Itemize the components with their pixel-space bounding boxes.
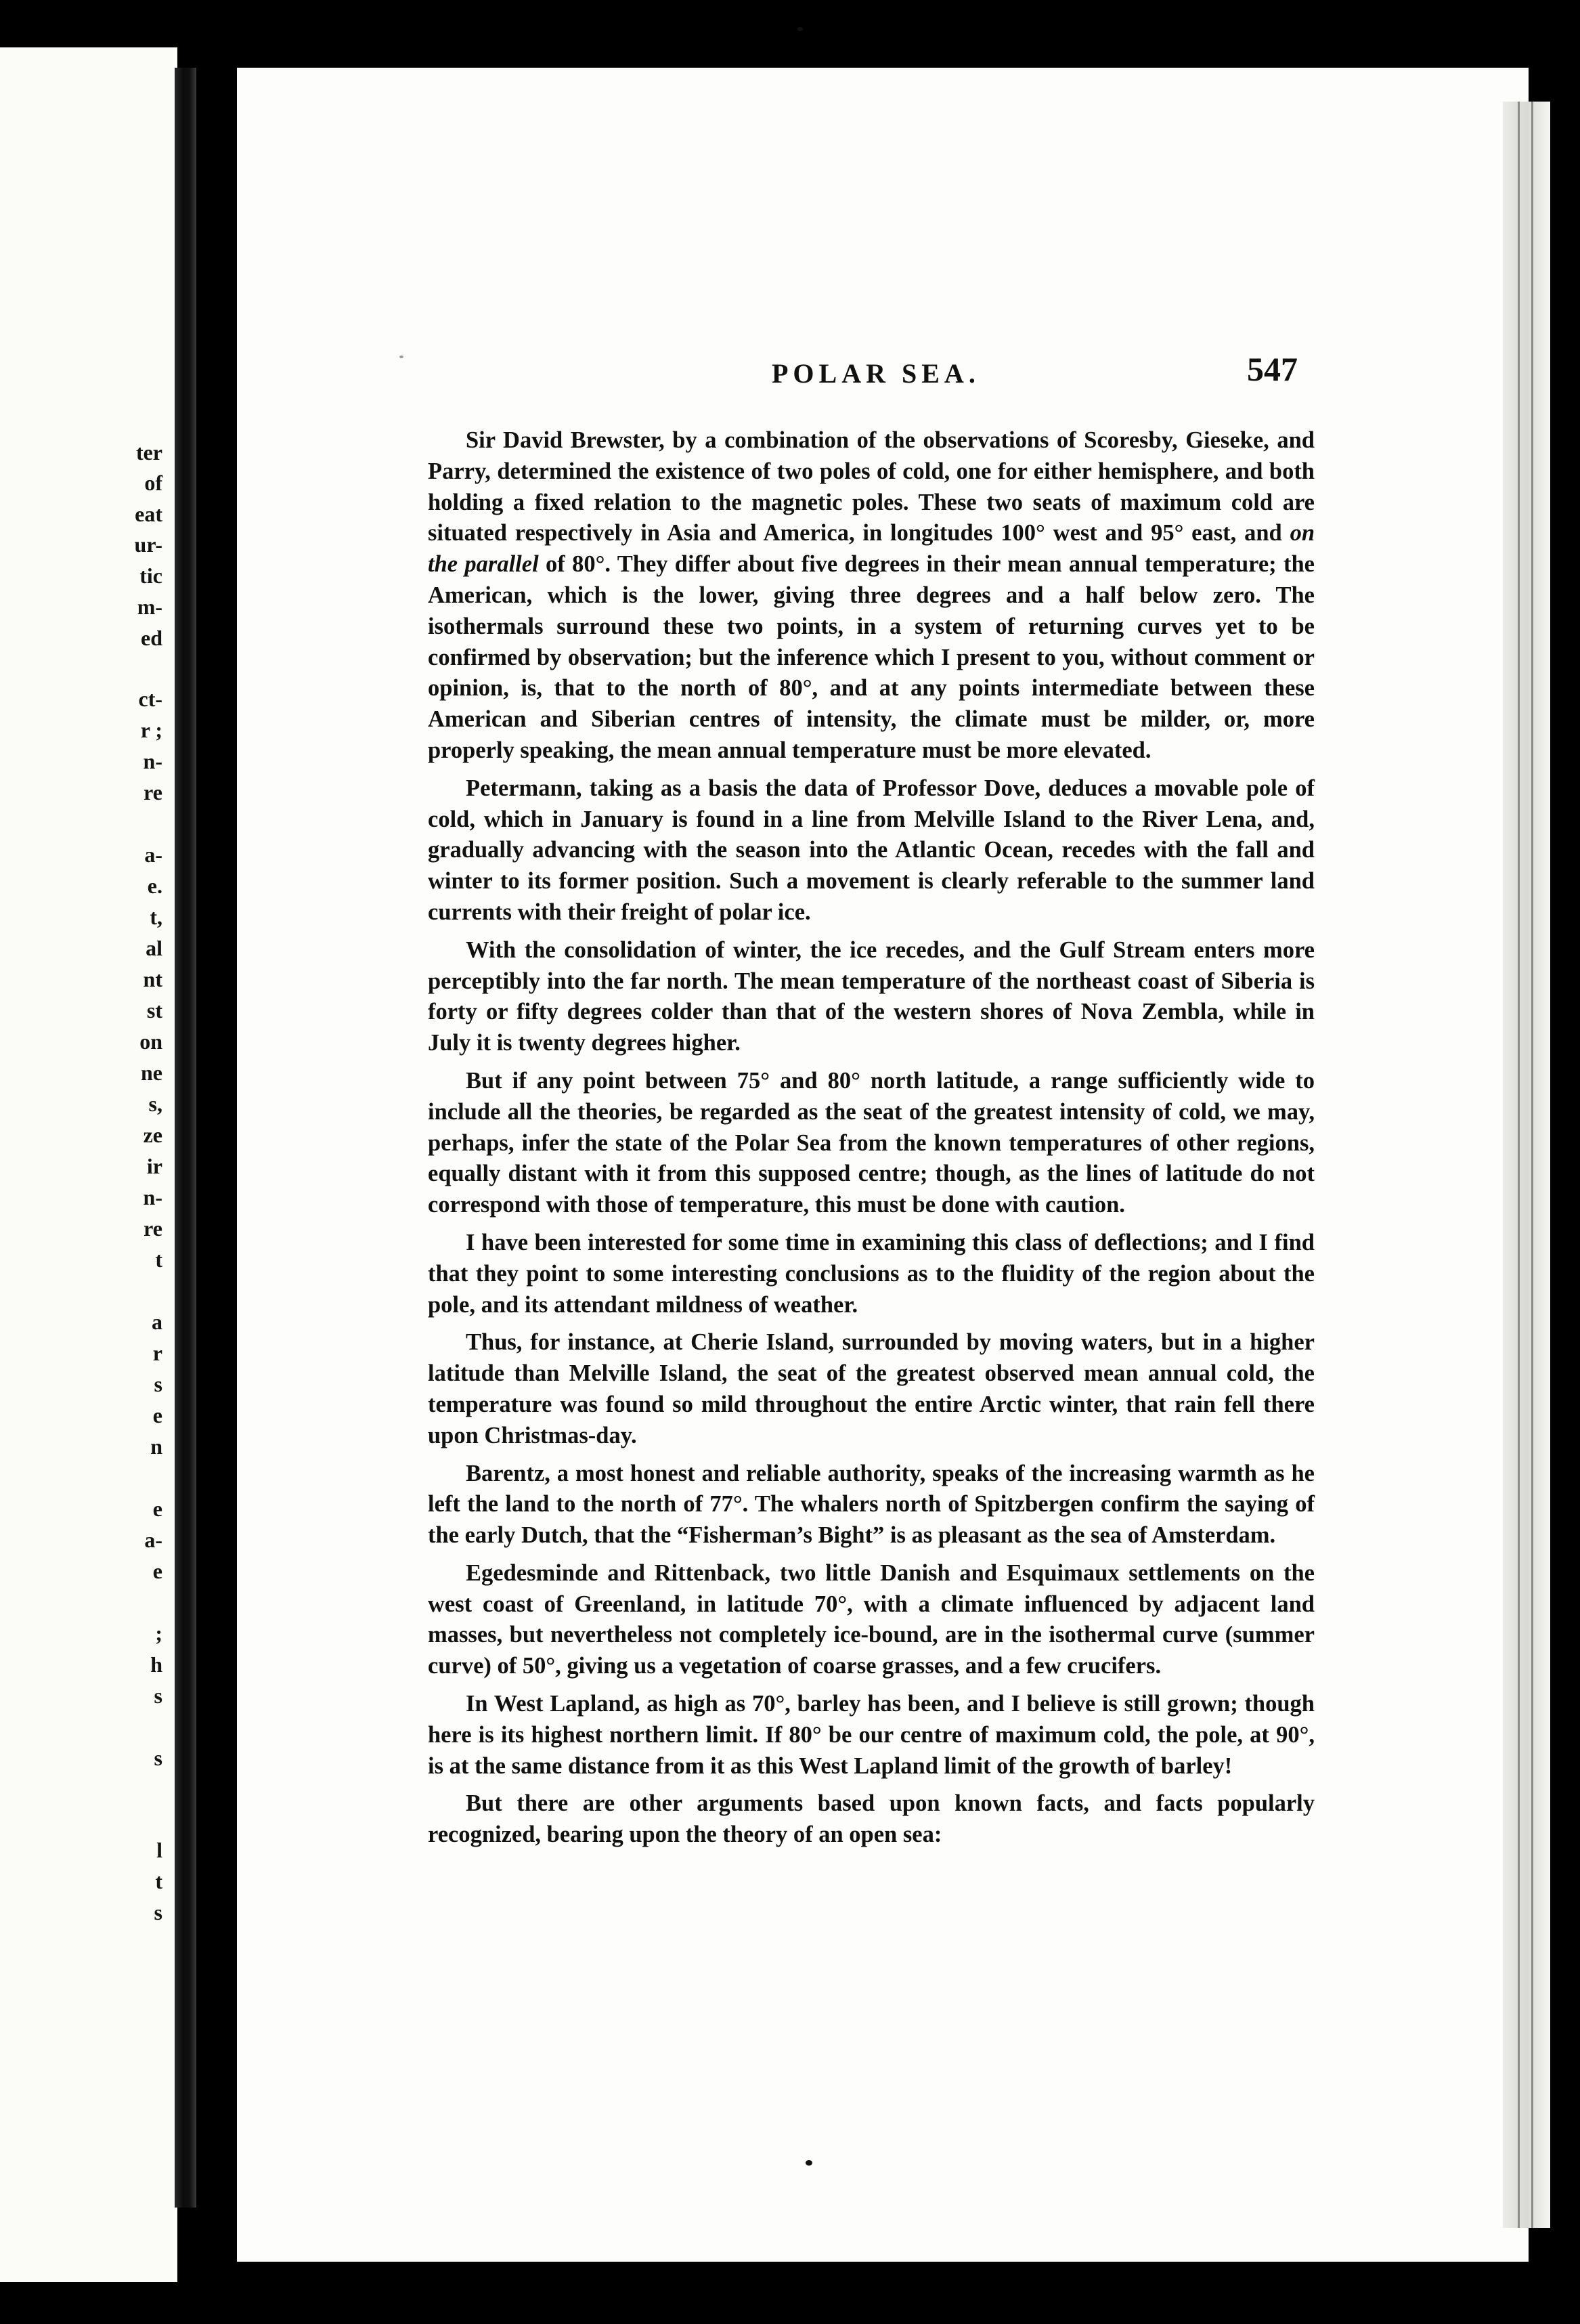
- italic-phrase: on the parallel: [428, 520, 1315, 578]
- left-fragment: r ;: [140, 718, 162, 742]
- left-fragment: tic: [139, 563, 162, 588]
- page-number: 547: [1247, 350, 1298, 388]
- page-stack-edge: [1503, 102, 1550, 2228]
- book-gutter: [175, 68, 196, 2208]
- left-fragment: s: [154, 1683, 162, 1708]
- paragraph: Barentz, a most honest and reliable authority, speaks of the increasing warmth as he left the land to the north of 77°. The whalers north of Spitzbergen confirm the saying of the early Dutch, that the “Fisherman’s Bight” is as pleasant as the sea of Amsterdam.: [428, 1460, 1315, 1549]
- left-fragment: re: [144, 1216, 162, 1241]
- left-fragment: m-: [137, 595, 162, 619]
- left-fragment: s: [154, 1900, 162, 1924]
- left-fragment: r: [152, 1341, 162, 1365]
- scan-speck: [797, 27, 803, 31]
- scan-speck: [806, 2160, 812, 2166]
- paragraph-text: of 80°. They differ about five degrees in their mean annual temperature; the American, which is the lower, giving three degrees and a half below zero. The isothermals surround these two points, in a system of returning curves yet to be confirmed by observation; but the inference which I present to you, without comment or opinion, is, that to the north of 80°, and at any points intermediate between these American and Siberian centres of intensity, the climate must be milder, or, more properly speaking, the mean annual temperature must be more elevated.: [428, 551, 1315, 763]
- left-page-text-fragments: [0, 47, 177, 2282]
- left-fragment: a-: [144, 1528, 162, 1552]
- paragraph: Egedesminde and Rittenback, two little Danish and Esquimaux settlements on the west coast of Greenland, in latitude 70°, with a climate influenced by adjacent land masses, but nevertheless not completely ice-bound, are in the isothermal curve (summer curve) of 50°, giving us a vegetation of coarse grasses, and a few crucifers.: [428, 1559, 1315, 1679]
- left-fragment: s,: [148, 1092, 162, 1116]
- left-page-edge: [0, 47, 177, 2282]
- paragraph: Petermann, taking as a basis the data of Professor Dove, deduces a movable pole of cold, which in January is found in a line from Melville Island to the River Lena, and, gradually advancing with the season into the Atlantic Ocean, recedes with the fall and winter to its former position. Such a movement is clearly referable to the summer land currents with their freight of polar ice.: [428, 775, 1315, 925]
- paragraph: With the consolidation of winter, the ice recedes, and the Gulf Stream enters more perceptibly into the far north. The mean temperature of the northeast coast of Siberia is forty or fifty degrees colder than that of the western shores of Nova Zembla, while in July it is twenty degrees higher.: [428, 937, 1315, 1056]
- left-fragment: h: [150, 1652, 162, 1677]
- left-fragment: ed: [141, 626, 162, 650]
- paragraph-text: Sir David Brewster, by a combination of the observations of Scoresby, Gieseke, and Parry, determined the existence of two poles of cold, one for either hemisphere, and both holding a fixed relation to the magnetic poles. These two seats of maximum cold are situated respectively in Asia and America, in longitudes 100° west and 95° east, and: [428, 427, 1315, 546]
- page-edge-line: [1518, 102, 1520, 2228]
- left-fragment: ct-: [138, 687, 162, 711]
- paragraph: But if any point between 75° and 80° north latitude, a range sufficiently wide to include all the theories, be regarded as the seat of the greatest intensity of cold, we may, perhaps, infer the state of the Polar Sea from the known temperatures of other regions, equally distant with it from this supposed centre; though, as the lines of latitude do not correspond with those of temperature, this must be done with caution.: [428, 1067, 1315, 1218]
- left-fragment: n-: [143, 1185, 162, 1209]
- left-fragment: ne: [141, 1060, 162, 1085]
- left-fragment: l: [156, 1838, 162, 1862]
- left-fragment: ir: [146, 1154, 162, 1178]
- left-fragment: n-: [143, 749, 162, 773]
- left-fragment: s: [154, 1372, 162, 1396]
- left-fragment: t,: [150, 905, 162, 929]
- left-fragment: a-: [144, 842, 162, 867]
- left-fragment: st: [146, 998, 162, 1023]
- running-title: POLAR SEA.: [772, 358, 980, 389]
- left-fragment: e.: [147, 874, 162, 898]
- left-fragment: al: [146, 936, 162, 960]
- left-fragment: on: [139, 1029, 162, 1054]
- left-fragment: of: [144, 471, 162, 495]
- left-fragment: re: [144, 780, 162, 804]
- left-fragment: ;: [155, 1621, 162, 1645]
- left-fragment: ze: [143, 1123, 162, 1147]
- left-fragment: ur-: [134, 532, 162, 557]
- paragraph: [428, 425, 1315, 767]
- left-fragment: nt: [143, 967, 162, 991]
- paragraph: In West Lapland, as high as 70°, barley has been, and I believe is still grown; though here is its highest northern limit. If 80° be our centre of maximum cold, the pole, at 90°, is at the same distance from it as this West Lapland limit of the growth of barley!: [428, 1691, 1315, 1779]
- left-fragment: s: [154, 1746, 162, 1770]
- body-text: [428, 425, 1315, 1857]
- paragraph: Thus, for instance, at Cherie Island, surrounded by moving waters, but in a higher latitude than Melville Island, the seat of the greatest observed mean annual cold, the temperature was found so mild throughout the entire Arctic winter, that rain fell there upon Christmas-day.: [428, 1329, 1315, 1448]
- left-fragment: n: [150, 1434, 162, 1459]
- scan-speck: [399, 356, 403, 358]
- paragraph: I have been interested for some time in examining this class of deflections; and I find that they point to some interesting conclusions as to the fluidity of the region about the pole, and its attendant mildness of weather.: [428, 1229, 1315, 1318]
- left-fragment: t: [155, 1247, 162, 1272]
- page-edge-line: [1531, 102, 1533, 2228]
- left-fragment: e: [152, 1559, 162, 1583]
- left-fragment: e: [152, 1403, 162, 1427]
- left-fragment: eat: [135, 502, 162, 526]
- left-fragment: e: [152, 1497, 162, 1521]
- left-fragment: ter: [135, 440, 162, 465]
- gutter-shadow: [196, 74, 237, 2201]
- left-fragment: a: [152, 1310, 162, 1334]
- paragraph: But there are other arguments based upon known facts, and facts popularly recognized, bearing upon the theory of an open sea:: [428, 1790, 1315, 1848]
- left-fragment: t: [155, 1869, 162, 1893]
